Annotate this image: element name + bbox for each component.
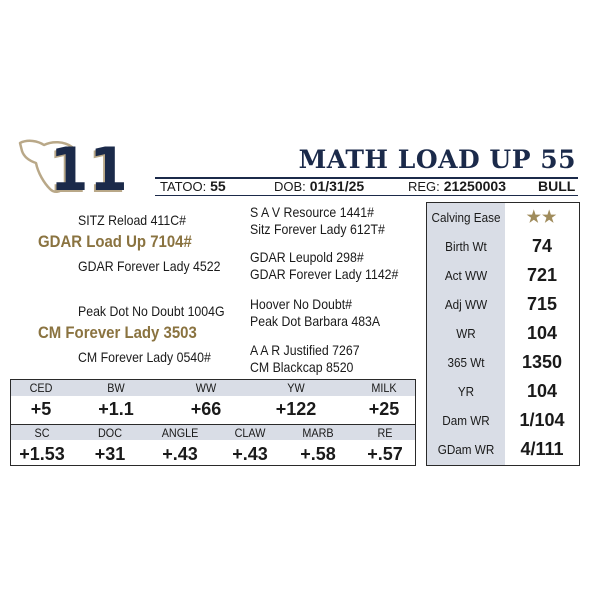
stat-label: WR (456, 326, 476, 341)
stat-label: YR (457, 384, 475, 399)
stat-label: Calving Ease (431, 210, 501, 225)
dam: CM Forever Lady 3503 (38, 323, 197, 342)
tattoo-label: TATOO: (160, 179, 207, 194)
epd-label: ANGLE (161, 426, 199, 440)
pedigree-g2: Sitz Forever Lady 612T# (250, 221, 385, 237)
epd-value: +25 (368, 399, 400, 419)
stat-act-ww (427, 261, 579, 290)
pedigree-g8: CM Blackcap 8520 (250, 359, 354, 375)
pedigree-g3: GDAR Leupold 298# (250, 249, 364, 265)
epd-label: MARB (302, 426, 334, 440)
pedigree-g4: GDAR Forever Lady 1142# (250, 266, 399, 282)
epd-table (10, 379, 416, 466)
dam-dam: CM Forever Lady 0540# (78, 349, 211, 365)
epd-label: SC (34, 426, 50, 440)
pedigree-g7: A A R Justified 7267 (250, 342, 360, 358)
epd-value: +66 (190, 399, 222, 419)
pedigree-g6: Peak Dot Barbara 483A (250, 313, 381, 329)
stat-label: Birth Wt (445, 239, 487, 254)
epd-value: +.57 (367, 444, 403, 464)
stat-calving-ease (427, 203, 579, 232)
stat-wr (427, 319, 579, 348)
animal-name: MATH LOAD UP 55 (298, 145, 576, 174)
pedigree-g5: Hoover No Doubt# (250, 296, 353, 312)
epd-value: +.58 (300, 444, 336, 464)
reg-value: 21250003 (443, 178, 506, 194)
epd-label: RE (377, 426, 393, 440)
lot-number: 11 (50, 135, 129, 205)
stat-365-wt (427, 348, 579, 377)
epd-value: +122 (275, 399, 317, 419)
epd-label: CLAW (234, 426, 266, 440)
tattoo-value: 55 (210, 178, 226, 194)
stat-value: 1/104 (519, 410, 565, 430)
dam-sire: Peak Dot No Doubt 1004G (78, 303, 225, 319)
epd-label: MILK (371, 381, 397, 395)
sex-field (538, 177, 575, 195)
stat-value: 104 (526, 323, 558, 343)
epd-label: DOC (97, 426, 122, 440)
dob-label: DOB: (274, 179, 306, 194)
epd-label: YW (287, 381, 305, 395)
stat-value: 104 (526, 381, 558, 401)
stat-value: 715 (526, 294, 558, 314)
stat-label: Dam WR (442, 413, 490, 428)
epd-header-band (11, 424, 415, 440)
epd-value: +1.1 (98, 399, 134, 419)
stat-label: GDam WR (437, 442, 495, 457)
performance-panel (426, 202, 580, 466)
epd-value: +1.53 (19, 444, 65, 464)
epd-value: +.43 (232, 444, 268, 464)
stat-dam-wr (427, 406, 579, 435)
stat-birth-wt (427, 232, 579, 261)
stat-label: Adj WW (444, 297, 488, 312)
reg-label: REG: (408, 179, 440, 194)
stat-value: 1350 (521, 352, 563, 372)
stat-yr (427, 377, 579, 406)
dob-value: 01/31/25 (309, 178, 365, 194)
epd-label: CED (29, 381, 53, 395)
stat-value: 4/111 (520, 439, 564, 459)
sex-value: BULL (538, 178, 576, 194)
sire-dam: GDAR Forever Lady 4522 (78, 258, 221, 274)
epd-label: WW (195, 381, 217, 395)
stat-gdam-wr (427, 435, 579, 464)
dob-field (274, 177, 364, 196)
reg-field (408, 177, 506, 196)
calving-ease-stars: ★★ (526, 209, 558, 226)
stat-value: 74 (531, 236, 553, 256)
stat-label: Act WW (444, 268, 488, 283)
epd-value: +.43 (162, 444, 198, 464)
stat-label: 365 Wt (447, 355, 485, 370)
sire-sire: SITZ Reload 411C# (78, 212, 186, 228)
epd-value: +31 (94, 444, 126, 464)
stat-value: 721 (526, 265, 558, 285)
epd-label: BW (107, 381, 125, 395)
sire: GDAR Load Up 7104# (38, 232, 192, 251)
tattoo-field (160, 177, 226, 196)
stat-adj-ww (427, 290, 579, 319)
epd-value: +5 (30, 399, 52, 419)
pedigree-g1: S A V Resource 1441# (250, 204, 374, 220)
